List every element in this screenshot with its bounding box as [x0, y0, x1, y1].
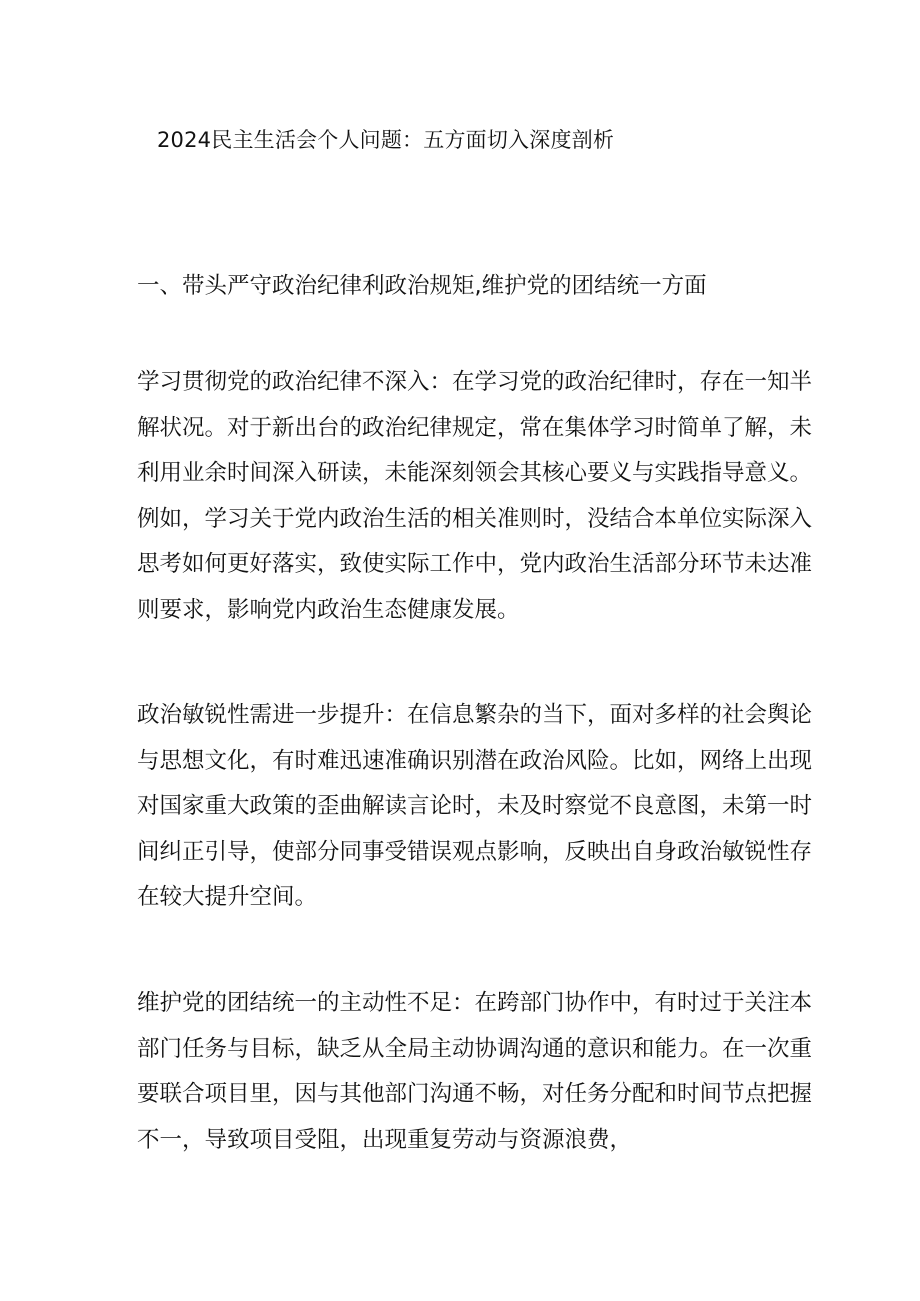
paragraph-line: 不一，导致项目受阻，出现重复劳动与资源浪费，	[137, 1126, 633, 1153]
paragraph-line: 解状况。对于新出台的政治纪律规定，常在集体学习时简单了解，未	[137, 414, 813, 441]
paragraph-line: 思考如何更好落实，致使实际工作中，党内政治生活部分环节未达准	[137, 551, 813, 578]
paragraph-political-discipline	[137, 360, 813, 634]
paragraph-line: 则要求，影响党内政治生态健康发展。	[137, 596, 520, 623]
paragraph-line: 部门任务与目标，缺乏从全局主动协调沟通的意识和能力。在一次重	[137, 1035, 813, 1062]
paragraph-line: 要联合项目里，因与其他部门沟通不畅，对任务分配和时间节点把握	[137, 1081, 813, 1108]
paragraph-party-unity	[137, 981, 813, 1163]
document-title: 2024民主生活会个人问题：五方面切入深度剖析	[157, 128, 615, 152]
paragraph-line: 与思想文化，有时难迅速准确识别潜在政治风险。比如，网络上出现	[137, 747, 813, 774]
paragraph-line: 在较大提升空间。	[137, 884, 318, 911]
paragraph-line: 例如，学习关于党内政治生活的相关准则时，没结合本单位实际深入	[137, 505, 813, 532]
paragraph-line: 维护党的团结统一的主动性不足：在跨部门协作中，有时过于关注本	[137, 990, 813, 1016]
paragraph-line: 政治敏锐性需进一步提升：在信息繁杂的当下，面对多样的社会舆论	[137, 702, 813, 728]
paragraph-line: 利用业余时间深入研读，未能深刻领会其核心要义与实践指导意义。	[137, 460, 813, 487]
section-heading: 一、带头严守政治纪律利政治规矩,维护党的团结统一方面	[137, 273, 707, 299]
paragraph-line: 学习贯彻党的政治纪律不深入：在学习党的政治纪律时，存在一知半	[137, 369, 813, 395]
paragraph-political-sensitivity	[137, 693, 813, 921]
paragraph-line: 对国家重大政策的歪曲解读言论时，未及时察觉不良意图，未第一时	[137, 793, 813, 820]
paragraph-line: 间纠正引导，使部分同事受错误观点影响，反映出自身政治敏锐性存	[137, 838, 813, 865]
